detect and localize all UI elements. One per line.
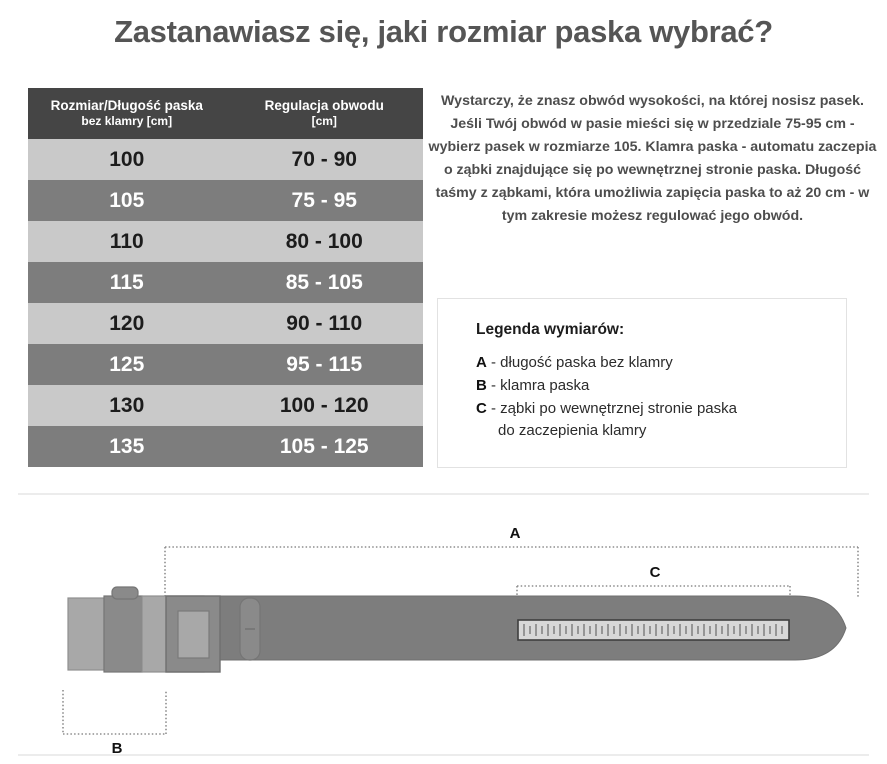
legend-box bbox=[437, 298, 847, 468]
cell-size: 100 bbox=[28, 139, 226, 180]
dimension-bracket-b bbox=[63, 690, 166, 734]
table-row bbox=[28, 303, 423, 344]
divider-top bbox=[18, 493, 869, 495]
table-row bbox=[28, 139, 423, 180]
legend-key-c: C bbox=[476, 399, 487, 417]
table-row bbox=[28, 221, 423, 262]
belt-diagram bbox=[0, 500, 887, 758]
dimension-bracket-a bbox=[165, 547, 858, 598]
table-row bbox=[28, 385, 423, 426]
cell-range: 75 - 95 bbox=[226, 180, 424, 221]
cell-size: 115 bbox=[28, 262, 226, 303]
cell-size: 120 bbox=[28, 303, 226, 344]
cell-range: 85 - 105 bbox=[226, 262, 424, 303]
column-header-range bbox=[226, 88, 424, 139]
table-body bbox=[28, 139, 423, 468]
cell-size: 125 bbox=[28, 344, 226, 385]
legend-item bbox=[476, 398, 820, 421]
legend-text-c-line2: do zaczepienia klamry bbox=[498, 422, 647, 440]
column-header-range-sub: [cm] bbox=[311, 114, 337, 129]
table-head bbox=[28, 88, 423, 139]
page-title: Zastanawiasz się, jaki rozmiar paska wybrać? bbox=[114, 14, 773, 49]
legend-title: Legenda wymiarów: bbox=[476, 321, 625, 338]
belt-keeper-loop bbox=[240, 598, 260, 660]
cell-range: 100 - 120 bbox=[226, 385, 424, 426]
table-row bbox=[28, 426, 423, 467]
table-row bbox=[28, 344, 423, 385]
belt-buckle bbox=[68, 587, 220, 672]
table-row bbox=[28, 180, 423, 221]
column-header-size bbox=[28, 88, 226, 139]
cell-size: 130 bbox=[28, 385, 226, 426]
dimension-label-b: B bbox=[111, 740, 123, 757]
legend-key-a: A bbox=[476, 354, 487, 371]
cell-size: 105 bbox=[28, 180, 226, 221]
table-row bbox=[28, 262, 423, 303]
cell-size: 135 bbox=[28, 426, 226, 467]
cell-range: 90 - 110 bbox=[226, 303, 424, 344]
info-paragraph: Wystarczy, że znasz obwód wysokości, na której nosisz pasek. Jeśli Twój obwód w pasie mieści się w przedziale 75-95 cm - wybierz pasek w rozmiarze 105. Klamra paska - automatu zaczepia o ząbki znajdujące się po wewnętrznej stronie paska. Długość taśmy z ząbkami, która umożliwia zapięcia paska to aż 20 cm - w tym zakresie możesz regulować jego obwód. bbox=[428, 93, 877, 224]
size-table bbox=[28, 88, 423, 467]
legend-key-b: B bbox=[476, 376, 487, 394]
legend-text-a: - długość paska bez klamry bbox=[491, 354, 673, 371]
cell-range: 70 - 90 bbox=[226, 139, 424, 180]
cell-size: 110 bbox=[28, 221, 226, 262]
dimension-label-c: C bbox=[649, 564, 661, 581]
dimension-label-a: A bbox=[509, 525, 521, 542]
belt-teeth-strip bbox=[518, 620, 789, 640]
legend-item bbox=[476, 352, 820, 375]
cell-range: 80 - 100 bbox=[226, 221, 424, 262]
legend-item bbox=[476, 375, 820, 398]
legend-text-c: - ząbki po wewnętrznej stronie paska bbox=[491, 399, 737, 417]
column-header-range-main: Regulacja obwodu bbox=[264, 98, 384, 113]
table-header-row bbox=[28, 88, 423, 139]
column-header-size-sub: bez klamry [cm] bbox=[81, 114, 173, 129]
column-header-size-main: Rozmiar/Długość paska bbox=[50, 98, 203, 113]
legend-text-b: - klamra paska bbox=[491, 376, 590, 394]
cell-range: 95 - 115 bbox=[226, 344, 424, 385]
upper-section bbox=[0, 88, 887, 488]
cell-range: 105 - 125 bbox=[226, 426, 424, 467]
